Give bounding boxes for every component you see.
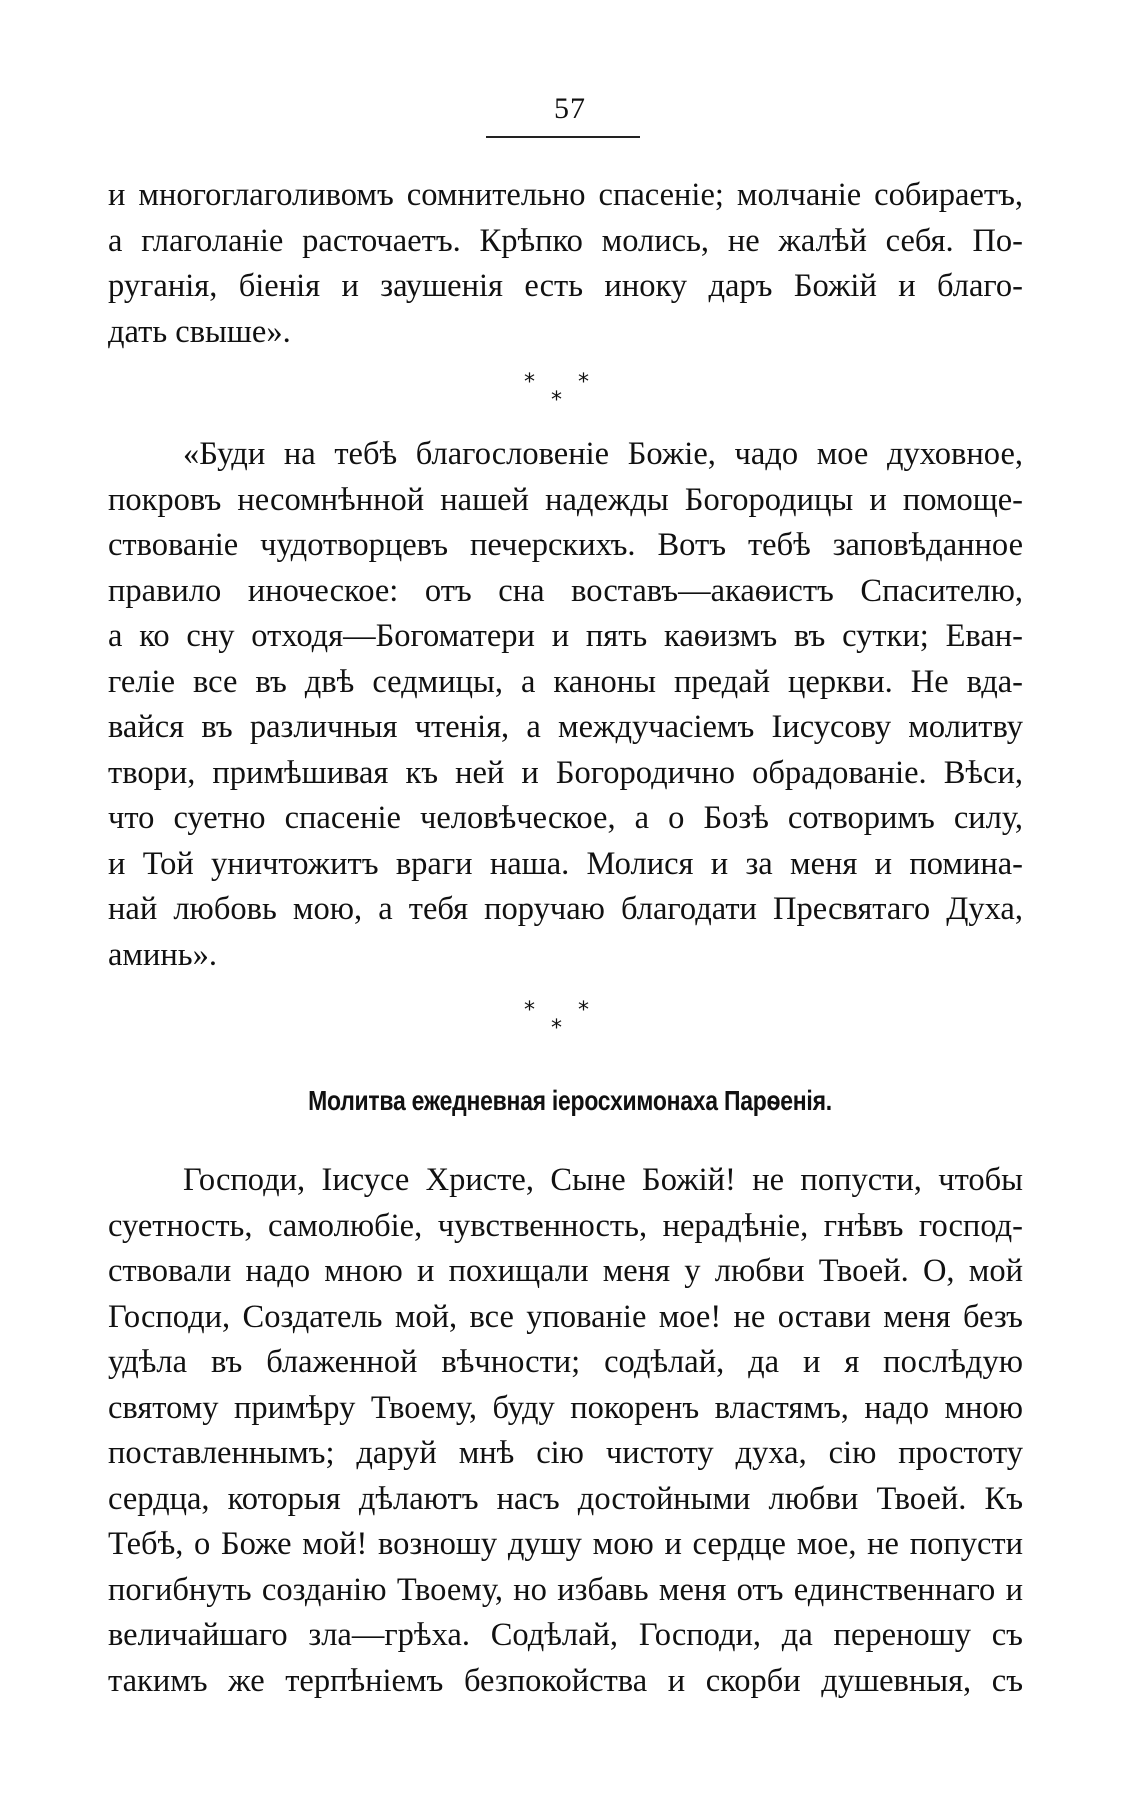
text-line: геліе все въ двѣ седмицы, а каноны предай церкви. Не вда- [108,663,1023,700]
text-line: вайся въ различныя чтенія, а междучасіемъ Іисусову молитву [108,709,1023,745]
text-line: удѣла въ блаженной вѣчности; содѣлай, да и я послѣдую [108,1344,1023,1380]
asterism-divider [0,370,1140,414]
text-line: руганія, біенія и заушенія есть иноку даръ Божій и благо- [108,268,1023,304]
text-line: что суетно спасеніе человѣческое, а о Бозѣ сотворимъ силу, [108,800,1023,836]
asterism-divider [0,998,1140,1042]
asterism-star: * [578,998,589,1023]
asterism-star: * [551,388,562,413]
text-line: «Буди на тебѣ благословеніе Божіе, чадо мое духовное, [183,436,1023,472]
asterism-star: * [524,998,535,1023]
paragraph-prayer [108,1158,1023,1704]
text-line: дать свыше». [108,313,291,350]
text-line: правило иноческое: отъ сна воставъ—акаѳистъ Спасителю, [108,572,1023,609]
text-line: ствовали надо мною и похищали меня у любви Твоей. О, мой [108,1253,1023,1289]
text-line: а глаголаніе расточаетъ. Крѣпко молись, не жалѣй себя. По- [108,222,1023,259]
text-line: святому примѣру Твоему, буду покоренъ властямъ, надо мною [108,1389,1023,1426]
asterism-star: * [551,1016,562,1041]
text-line: величайшаго зла—грѣха. Содѣлай, Господи, да переношу съ [108,1617,1023,1653]
prayer-heading: Молитва ежедневная іеросхимонаха Парѳенія. [308,1085,832,1116]
page-number: 57 [554,92,586,125]
text-line: най любовь мою, а тебя поручаю благодати Пресвятаго Духа, [108,891,1023,927]
asterism-star: * [578,370,589,395]
text-line: погибнуть созданію Твоему, но избавь меня отъ единственнаго и [108,1571,1023,1608]
paragraph-blessing [108,432,1023,978]
text-line: Господи, Создатель мой, все упованіе мое! не остави меня безъ [108,1298,1023,1335]
text-line: и многоглаголивомъ сомнительно спасеніе; молчаніе собираетъ, [108,177,1023,213]
text-line: суетность, самолюбіе, чувственность, нерадѣніе, гнѣвъ господ- [108,1207,1023,1244]
paragraph-continued [108,173,1023,355]
text-line: Господи, Іисусе Христе, Сыне Божій! не попусти, чтобы [183,1162,1023,1198]
text-line: и Той уничтожитъ враги наша. Молися и за меня и помина- [108,845,1023,882]
text-line: аминь». [108,936,217,973]
text-line: ствованіе чудотворцевъ печерскихъ. Вотъ тебѣ заповѣданное [108,527,1023,563]
text-line: такимъ же терпѣніемъ безпокойства и скорби душевныя, съ [108,1662,1023,1699]
text-line: а ко сну отходя—Богоматери и пять каѳизмъ въ сутки; Еван- [108,618,1023,654]
text-line: сердца, которыя дѣлаютъ насъ достойными любви Твоей. Къ [108,1480,1023,1517]
text-line: Тебѣ, о Боже мой! возношу душу мою и сердце мое, не попусти [108,1526,1023,1562]
text-line: твори, примѣшивая къ ней и Богородично обрадованіе. Вѣси, [108,754,1023,791]
page-number-rule [486,136,640,138]
asterism-star: * [524,370,535,395]
text-line: поставленнымъ; даруй мнѣ сію чистоту духа, сію простоту [108,1435,1023,1471]
text-line: покровъ несомнѣнной нашей надежды Богородицы и помоще- [108,481,1023,518]
